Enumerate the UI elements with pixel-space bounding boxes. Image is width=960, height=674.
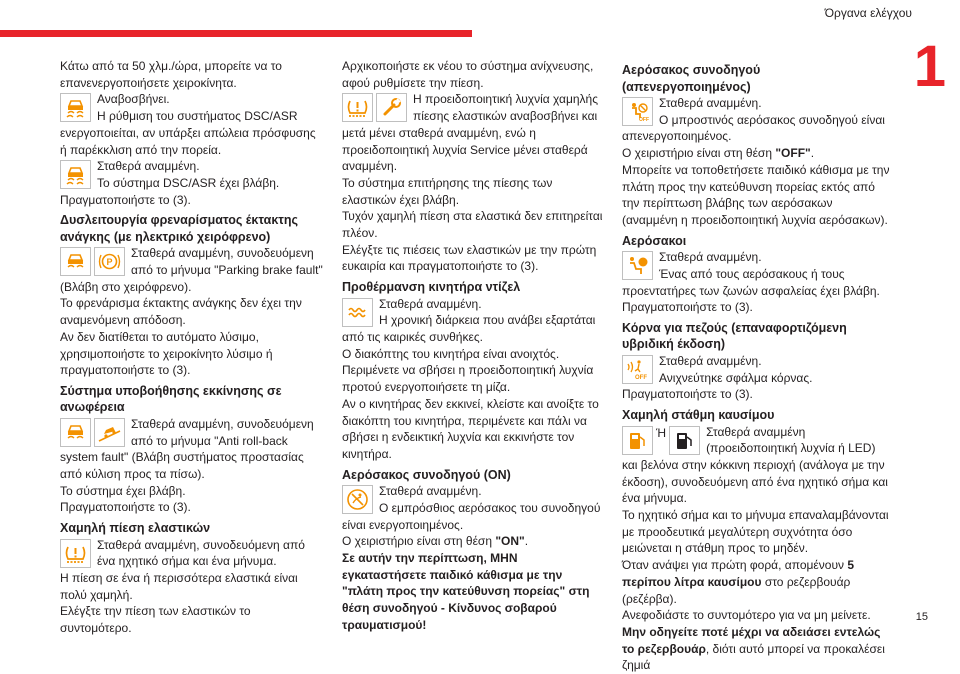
paragraph: Η πίεση σε ένα ή περισσότερα ελαστικά είναι πολύ χαμηλή. — [60, 571, 298, 602]
parking-brake-icon — [94, 247, 125, 276]
paragraph: Πραγματοποιήστε το (3). — [622, 300, 753, 315]
paragraph: Ο μπροστινός αερόσακος συνοδηγού είναι απενεργοποιημένος. — [622, 112, 885, 144]
indicator-block — [60, 158, 325, 191]
paragraph: Σταθερά αναμμένη. — [659, 353, 762, 368]
paragraph: Σταθερά αναμμένη (προειδοποιητική λυχνία ή LED) και βελόνα στην κόκκινη περιοχή (ανάλογα με την έκδοση), συνοδευόμενη από ένα ηχητικό σήμα και ένα μήνυμα. — [622, 424, 888, 506]
indicator-block — [342, 483, 604, 533]
indicator-block — [622, 95, 890, 145]
section-heading: Δυσλειτουργία φρεναρίσματος έκτακτης ανάγκης (με ηλεκτρικό χειρόφρενο) — [60, 213, 299, 244]
paragraph: Η προειδοποιητική λυχνία χαμηλής πίεσης ελαστικών αναβοσβήνει και μετά μένει σταθερά αναμμένη, ενώ η προειδοποιητική λυχνία Service μένει σταθερά αναμμένη. — [342, 92, 598, 174]
or-label: Ή — [656, 425, 667, 440]
header-red-bar — [0, 30, 472, 37]
dsc-skid-icon — [60, 160, 91, 189]
paragraph: Σταθερά αναμμένη. — [659, 96, 762, 110]
column-3 — [622, 58, 890, 674]
paragraph: Σταθερά αναμμένη, συνοδευόμενη από το μήνυμα "Parking brake fault" (Βλάβη στο χειρόφρενο). — [60, 246, 323, 294]
hill-start-icon — [94, 418, 125, 447]
paragraph: Το σύστημα έχει βλάβη. — [60, 483, 186, 498]
paragraph: Κάτω από τα 50 χλμ./ώρα, μπορείτε να το επανενεργοποιήσετε χειροκίνητα. — [60, 59, 282, 90]
indicator-block — [342, 296, 604, 346]
indicator-block — [342, 91, 604, 175]
paragraph — [622, 624, 890, 674]
paragraph: Πραγματοποιήστε το (3). — [622, 387, 753, 402]
dsc-skid-icon — [60, 247, 91, 276]
section-heading: Χαμηλή πίεση ελαστικών — [60, 521, 211, 536]
paragraph — [622, 145, 890, 162]
airbag-icon — [622, 251, 653, 280]
tyre-pressure-icon — [60, 539, 91, 568]
svg-text:OFF: OFF — [639, 117, 649, 123]
paragraph: Τυχόν χαμηλή πίεση στα ελαστικά δεν επιτηρείται πλέον. — [342, 209, 603, 241]
paragraph — [622, 557, 890, 607]
text-bold: "OFF" — [775, 146, 811, 161]
text-bold: "ON" — [495, 534, 525, 549]
passenger-airbag-on-icon — [342, 485, 373, 514]
paragraph: Το φρενάρισμα έκτακτης ανάγκης δεν έχει την αναμενόμενη απόδοση. — [60, 296, 302, 328]
paragraph: Σταθερά αναμμένη. — [659, 250, 762, 265]
section-heading: Αερόσακος συνοδηγού (ON) — [342, 467, 511, 482]
indicator-block — [60, 416, 325, 483]
indicator-block — [60, 537, 325, 570]
indicator-block — [622, 424, 890, 508]
text-bold: 5 περίπου λίτρα καυσίμου — [622, 558, 855, 589]
paragraph: Αν δεν διατίθεται το αυτόματο λύσιμο, χρησιμοποιήστε το χειροκίνητο λύσιμο ή πραγματοποιήστε το (3). — [60, 329, 273, 378]
paragraph: Αρχικοποιήστε εκ νέου το σύστημα ανίχνευσης, αφού ρυθμίσετε την πίεση. — [342, 59, 594, 90]
paragraph: Ανεφοδιάστε το συντομότερο για να μη μείνετε. — [622, 608, 871, 623]
dsc-skid-icon — [60, 93, 91, 122]
paragraph: Το σύστημα DSC/ASR έχει βλάβη. — [97, 175, 280, 190]
paragraph: Ο διακόπτης του κινητήρα είναι ανοιχτός. — [342, 346, 560, 361]
paragraph: Η χρονική διάρκεια που ανάβει εξαρτάται από τις καιρικές συνθήκες. — [342, 313, 596, 345]
paragraph: Σταθερά αναμμένη, συνοδευόμενη από ένα ηχητικό σήμα και ένα μήνυμα. — [97, 537, 305, 569]
fuel-pump-icon — [669, 426, 700, 455]
section-heading: Προθέρμανση κινητήρα ντίζελ — [342, 280, 521, 295]
paragraph: Πραγματοποιήστε το (3). — [60, 192, 191, 207]
section-heading: Κόρνα για πεζούς (επαναφορτιζόμενη υβριδική έκδοση) — [622, 320, 847, 352]
paragraph: Ελέγξτε τις πιέσεις των ελαστικών με την πρώτη ευκαιρία και πραγματοποιήστε το (3). — [342, 242, 597, 274]
section-heading: Αερόσακος συνοδηγού (απενεργοποιημένος) — [622, 63, 761, 94]
paragraph: Σταθερά αναμμένη. — [97, 159, 200, 174]
paragraph: Σταθερά αναμμένη, συνοδευόμενη από το μήνυμα "Anti roll-back system fault" (Βλάβη συστήματος προστασίας από κύλιση προς τα πίσω). — [60, 416, 314, 482]
section-heading: Αερόσακοι — [622, 233, 687, 248]
paragraph: Το ηχητικό σήμα και το μήνυμα επαναλαμβάνονται με προοδευτικά μεγαλύτερη συχνότητα όσο μειώνεται η στάθμη προς το μηδέν. — [622, 508, 889, 556]
glow-plug-icon — [342, 298, 373, 327]
text-run: , διότι αυτό μπορεί να προκαλέσει ζημιά — [622, 641, 885, 673]
paragraph: Σταθερά αναμμένη. — [379, 296, 482, 311]
indicator-block — [622, 249, 890, 299]
paragraph: Πραγματοποιήστε το (3). — [60, 500, 191, 515]
section-heading: Χαμηλή στάθμη καυσίμου — [622, 408, 775, 423]
service-wrench-icon — [376, 93, 407, 122]
header-title: Όργανα ελέγχου — [824, 6, 912, 20]
paragraph: Αναβοσβήνει. — [97, 92, 170, 107]
paragraph: Σταθερά αναμμένη. — [379, 484, 482, 499]
column-1 — [60, 58, 325, 637]
svg-text:P: P — [106, 257, 113, 268]
text-run: Όταν ανάψει για πρώτη φορά, απομένουν — [622, 558, 848, 573]
svg-text:OFF: OFF — [635, 374, 647, 381]
paragraph: Η ρύθμιση του συστήματος DSC/ASR ενεργοποιείται, αν υπάρξει απώλεια πρόσφυσης ή παρέκκλιση από την πορεία. — [60, 109, 316, 157]
indicator-block — [622, 353, 890, 386]
paragraph: Μπορείτε να τοποθετήσετε παιδικό κάθισμα με την πλάτη προς την κατεύθυνση πορείας εκτός από την περίπτωση βλάβης των αερόσακων (αναμμένη η προειδοποιητική λυχνία αερόσακων). — [622, 162, 890, 227]
passenger-airbag-off-icon — [622, 97, 653, 126]
paragraph: Ελέγξτε την πίεση των ελαστικών το συντομότερο. — [60, 604, 251, 636]
paragraph: Περιμένετε να σβήσει η προειδοποιητική λυχνία προτού ενεργοποιήσετε τη μίζα. — [342, 363, 594, 395]
tyre-pressure-icon — [342, 93, 373, 122]
text-run: Ο χειριστήριο είναι στη θέση — [342, 534, 496, 549]
text-bold: Μην οδηγείτε ποτέ μέχρι να αδειάσει εντελώς το ρεζερβουάρ — [622, 624, 881, 656]
paragraph: Το σύστημα επιτήρησης της πίεσης των ελαστικών έχει βλάβη. — [342, 175, 553, 207]
paragraph: Ένας από τους αερόσακους ή τους προεντατήρες των ζωνών ασφαλείας έχει βλάβη. — [622, 266, 880, 298]
paragraph: Αν ο κινητήρας δεν εκκινεί, κλείστε και ανοίξτε το διακόπτη του κινητήρα, περιμένετε και πάλι να σβήσει η ενδεικτική λυχνία και εκκινήστε τον κινητήρα. — [342, 396, 599, 461]
indicator-block — [60, 245, 325, 295]
dsc-skid-icon — [60, 418, 91, 447]
fuel-pump-icon-orange — [622, 426, 653, 455]
paragraph — [342, 533, 604, 550]
text-run: Ο χειριστήριο είναι στη θέση — [622, 146, 776, 161]
text-run: . — [810, 146, 815, 161]
section-heading: Σύστημα υποβοήθησης εκκίνησης σε ανωφέρεια — [60, 383, 282, 415]
page-number: 15 — [915, 611, 928, 623]
indicator-block — [60, 91, 325, 158]
text-run: στο ρεζερβουάρ (ρεζέρβα). — [622, 574, 851, 606]
chapter-number: 1 — [913, 34, 946, 99]
warning-paragraph: Σε αυτήν την περίπτωση, ΜΗΝ εγκαταστήσετε παιδικό κάθισμα με την "πλάτη προς την κατεύθυνση πορείας" στη θέση συνοδηγού - Κίνδυνος σοβαρού τραυματισμού! — [342, 550, 590, 632]
pedestrian-horn-off-icon — [622, 355, 653, 384]
column-2 — [342, 58, 604, 634]
paragraph: Ο εμπρόσθιος αερόσακος του συνοδηγού είναι ενεργοποιημένος. — [342, 500, 601, 532]
text-run: . — [524, 534, 529, 549]
paragraph: Ανιχνεύτηκε σφάλμα κόρνας. — [659, 370, 813, 385]
